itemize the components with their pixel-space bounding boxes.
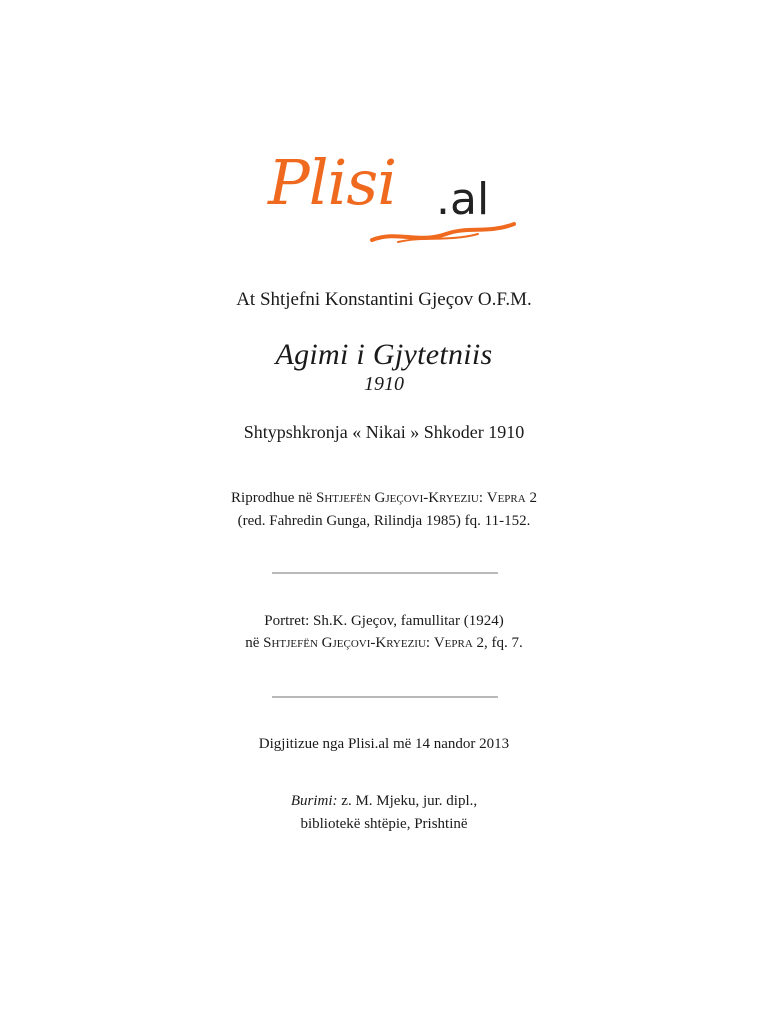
logo-swoosh-icon <box>368 220 518 246</box>
reproduction-line-2: (red. Fahredin Gunga, Rilindja 1985) fq. 11-152. <box>237 513 531 529</box>
divider <box>272 696 498 698</box>
source-line-1 <box>0 790 768 813</box>
logo-script-text: Plisi <box>268 146 397 219</box>
repro-author: Shtjefën Gjeçovi-Kryeziu <box>316 490 479 506</box>
portrait-colon: : <box>425 635 434 651</box>
source-line-2: bibliotekë shtëpie, Prishtinë <box>300 816 468 832</box>
repro-prefix: Riprodhue në <box>231 490 317 506</box>
digitization-note: Digjitizue nga Plisi.al më 14 nandor 2013 <box>258 736 510 752</box>
reproduction-note <box>0 487 768 533</box>
portrait-line-1: Portret: Sh.K. Gjeçov, famullitar (1924) <box>264 613 504 629</box>
logo-domain-text: .al <box>436 174 490 225</box>
divider <box>272 572 498 574</box>
plisi-logo <box>268 146 518 250</box>
book-title: Agimi i Gjytetniis <box>275 338 493 371</box>
repro-colon: : <box>478 490 487 506</box>
publisher-line: Shtypshkronja « Nikai » Shkoder 1910 <box>243 422 525 442</box>
source-line-1-rest: z. M. Mjeku, jur. dipl., <box>337 793 478 809</box>
portrait-work: Vepra <box>433 635 473 651</box>
source-note <box>0 790 768 836</box>
repro-work: Vepra <box>486 490 526 506</box>
portrait-suffix: 2, fq. 7. <box>472 635 523 651</box>
repro-work-num: 2 <box>525 490 537 506</box>
portrait-author: Shtjefën Gjeçovi-Kryeziu <box>263 635 426 651</box>
portrait-prefix: në <box>245 635 264 651</box>
book-year: 1910 <box>364 373 404 395</box>
author-line: At Shtjefni Konstantini Gjeçov O.F.M. <box>236 289 532 310</box>
portrait-line-2 <box>0 632 768 654</box>
portrait-note <box>0 610 768 654</box>
source-label: Burimi: <box>290 793 338 809</box>
reproduction-line-1 <box>0 487 768 510</box>
